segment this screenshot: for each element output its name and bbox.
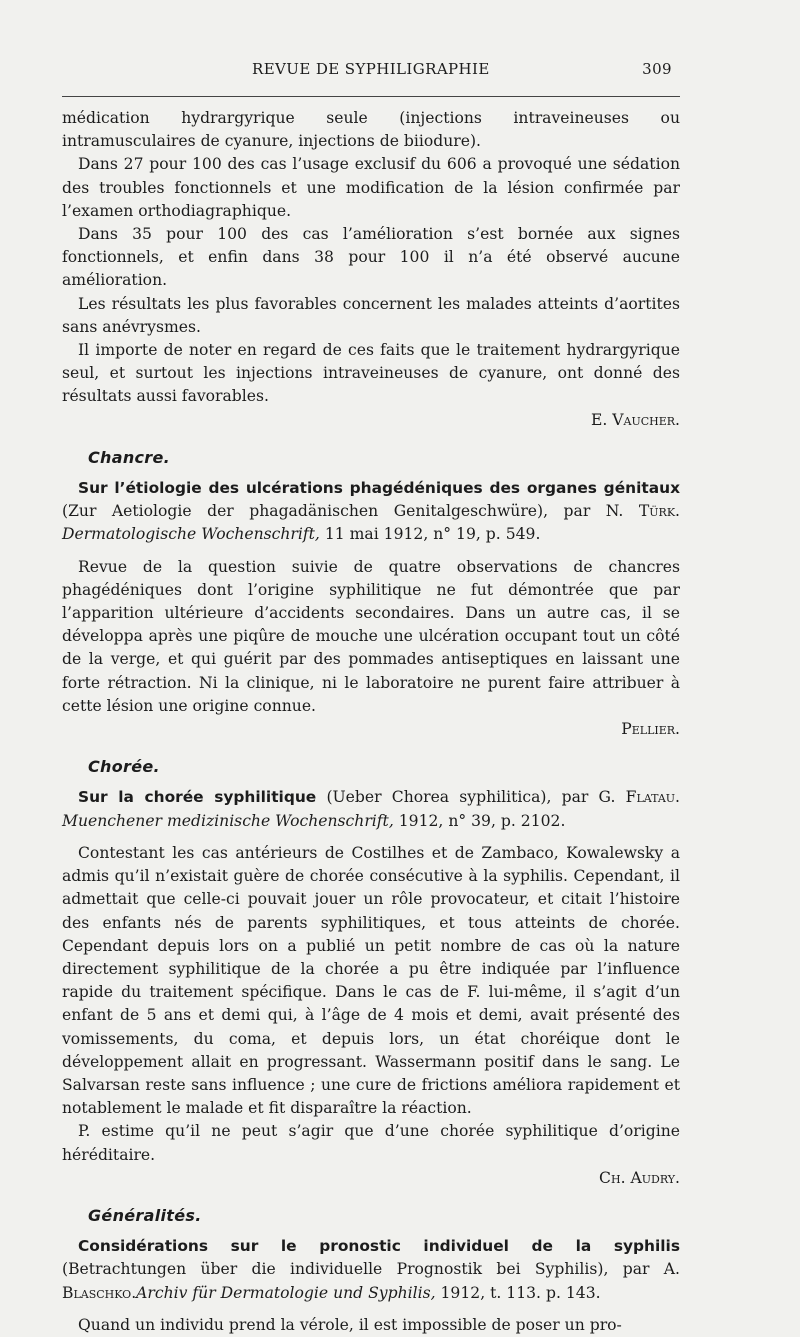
generalites-citation: 1912, t. 113. p. 143. [435,1283,601,1302]
section-heading-choree: Chorée. [88,757,160,777]
generalites-article-title [62,1235,680,1305]
chancre-article-title [62,477,680,547]
intro-paragraph-4: Les résultats les plus favorables concernent les malades atteints d’aortites sans anévrysmes. [62,294,680,336]
intro-signature: E. Vaucher. [590,410,680,429]
journal-title: REVUE DE SYPHILIGRAPHIE [252,60,490,78]
chancre-author: Türk. [638,502,680,521]
running-header [62,58,680,84]
generalites-title-bold: Considérations sur le pronostic individuel de la syphilis [78,1237,680,1256]
section-heading-generalites: Généralités. [88,1205,202,1225]
chancre-signature: Pellier. [621,720,680,739]
chancre-citation: 11 mai 1912, n° 19, p. 549. [319,525,541,544]
choree-author: Flatau. [625,788,680,807]
choree-body-2: P. estime qu’il ne peut s’agir que d’une chorée syphilitique d’origine héréditaire. [62,1122,680,1164]
choree-article-title [62,786,680,832]
page-number: 309 [642,60,672,78]
generalites-body: Quand un individu prend la vérole, il est impossible de poser un pro- [78,1315,622,1334]
chancre-body: Revue de la question suivie de quatre observations de chancres phagédéniques dont l’origine syphilitique ne fut démontrée que par l’apparition ultérieure d’accidents secondaires. Dans un autre cas, il se développa après une piqûre de mouche une ulcération occupant tout un côté de la verge, et qui guérit par des pommades antiseptiques en laissant une forte rétraction. Ni la clinique, ni le laboratoire ne purent faire attribuer à cette lésion une origine connue. [62,557,680,715]
generalites-journal: Archiv für Dermatologie und Syphilis, [136,1283,436,1302]
generalites-title-rest: (Betrachtungen über die individuelle Prognostik bei Syphilis), par A. [62,1260,680,1279]
intro-paragraph-3: Dans 35 pour 100 des cas l’amélioration s’est bornée aux signes fonctionnels, et enfin dans 38 pour 100 il n’a été observé aucune amélioration. [62,225,680,290]
intro-paragraph-2: Dans 27 pour 100 des cas l’usage exclusif du 606 a provoqué une sédation des troubles fonctionnels et une modification de la lésion confirmée par l’examen orthodiagraphique. [62,155,680,220]
generalites-author: Blaschko. [62,1283,137,1302]
choree-body: Contestant les cas antérieurs de Costilhes et de Zambaco, Kowalewsky a admis qu’il n’existait guère de chorée consécutive à la syphilis. Cependant, il admettait que celle-ci pouvait jouer un rôle provocateur, et citait l’histoire des enfants nés de parents syphilitiques, et tous atteints de chorée. Cependant depuis lors on a publié un petit nombre de cas où la nature directement syphilitique de la chorée a pu être indiquée par l’influence rapide du traitement spécifique. Dans le cas de F. lui-même, il s’agit d’un enfant de 5 ans et demi qui, à l’âge de 4 mois et demi, avait présenté des vomissements, du coma, et depuis lors, un état choréique dont le développement allait en progressant. Wassermann positif dans le sang. Le Salvarsan reste sans influence ; une cure de frictions améliora rapidement et notablement le malade et fit disparaître la réaction. [62,843,680,1118]
choree-citation: 1912, n° 39, p. 2102. [393,811,566,830]
intro-paragraph-1: médication hydrargyrique seule (injections intraveineuses ou intramusculaires de cyanure, injections de biiodure). [62,109,680,151]
header-rule [62,96,680,97]
section-heading-chancre: Chancre. [88,447,171,467]
choree-journal: Muenchener medizinische Wochenschrift, [62,811,394,830]
intro-paragraph-5: Il importe de noter en regard de ces faits que le traitement hydrargyrique seul, et surtout les injections intraveineuses de cyanure, ont donné des résultats aussi favorables. [62,341,680,406]
choree-title-bold: Sur la chorée syphilitique [78,788,317,807]
chancre-journal: Dermatologische Wochenschrift, [62,525,320,544]
chancre-title-rest: (Zur Aetiologie der phagadänischen Genitalgeschwüre), par N. [62,502,639,521]
chancre-title-bold: Sur l’étiologie des ulcérations phagédéniques des organes génitaux [78,479,680,498]
choree-signature: Ch. Audry. [599,1168,680,1187]
choree-title-rest: (Ueber Chorea syphilitica), par G. [316,788,626,807]
page [62,58,680,1337]
